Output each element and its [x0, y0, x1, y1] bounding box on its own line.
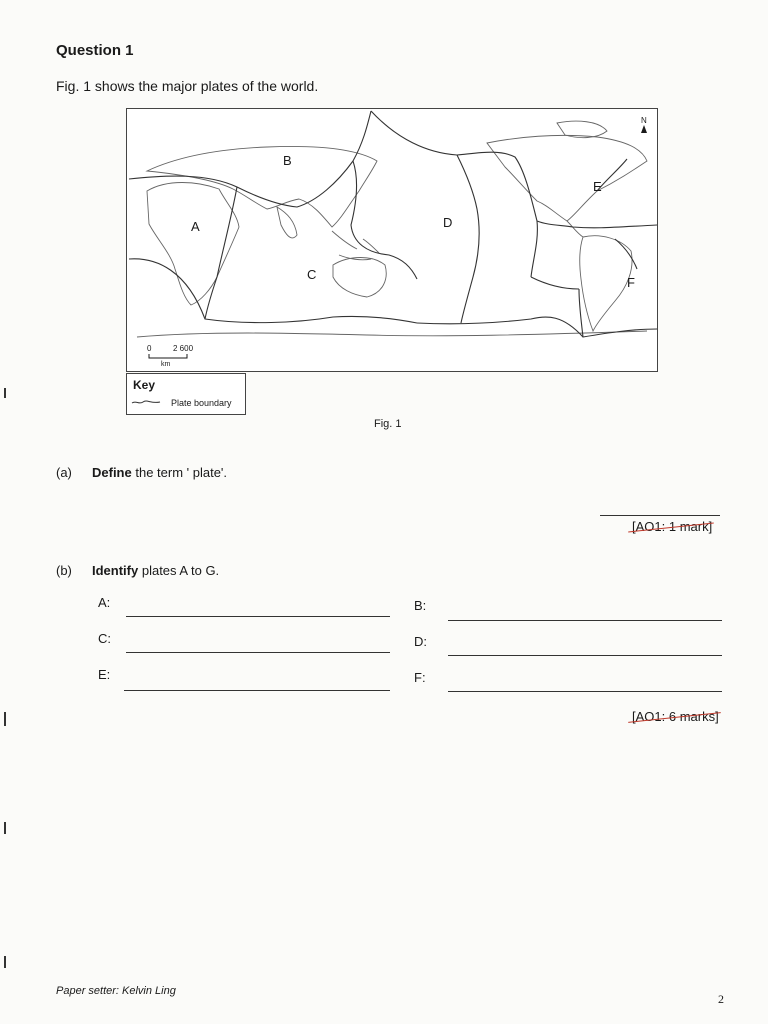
paper-setter: Paper setter: Kelvin Ling: [56, 985, 176, 997]
part-b-question: [92, 563, 219, 578]
answer-line-e[interactable]: [124, 690, 390, 691]
answer-line-c[interactable]: [126, 652, 390, 653]
part-b-marks-text: [AO1: 6 marks]: [632, 709, 719, 724]
world-plates-map: [126, 108, 658, 372]
blank-label-d: D:: [414, 634, 427, 649]
part-b-marks: [632, 709, 719, 724]
blank-label-c: C:: [98, 631, 111, 646]
answer-line-b[interactable]: [448, 620, 722, 621]
blank-label-f: F:: [414, 670, 426, 685]
margin-tick: [4, 712, 6, 726]
part-a-number: (a): [56, 465, 72, 480]
key-title: Key: [133, 378, 156, 392]
part-b-command: Identify: [92, 563, 139, 578]
part-a-command: Define: [92, 465, 132, 480]
scale-end: 2 600: [173, 344, 194, 353]
blank-label-a: A:: [98, 595, 111, 610]
map-key: [126, 373, 246, 415]
plate-label-d: D: [443, 215, 453, 230]
part-b-number: (b): [56, 563, 72, 578]
coastlines: [137, 121, 647, 337]
answer-line-d[interactable]: [448, 655, 722, 656]
part-a-marks: [632, 519, 712, 534]
plate-label-a: A: [191, 219, 200, 234]
plate-label-c: C: [307, 267, 317, 282]
scale-unit: km: [161, 361, 171, 368]
plate-boundaries: [129, 111, 657, 337]
part-a-text: the term ' plate'.: [131, 465, 228, 480]
answer-line-f[interactable]: [448, 691, 722, 692]
north-arrow-icon: [641, 116, 647, 133]
plate-boundary-symbol: [131, 398, 161, 406]
blank-label-b: B:: [414, 598, 427, 613]
plate-label-b: B: [283, 153, 292, 168]
margin-tick: [4, 822, 6, 834]
plate-label-e: E: [593, 179, 602, 194]
part-a-marks-text: [AO1: 1 mark]: [632, 519, 713, 534]
part-a-answer-line[interactable]: [600, 515, 720, 516]
part-a-question: [92, 465, 227, 480]
margin-tick: [4, 956, 6, 968]
answer-line-a[interactable]: [126, 616, 390, 617]
part-b-text: plates A to G.: [138, 563, 220, 578]
map-svg: [127, 109, 657, 371]
scale-bar: [147, 344, 194, 368]
plate-label-f: F: [627, 275, 635, 290]
question-title: Question 1: [56, 42, 134, 59]
north-label: N: [641, 116, 647, 125]
figure-caption: Fig. 1: [374, 418, 402, 430]
margin-tick: [4, 388, 6, 398]
scale-start: 0: [147, 344, 152, 353]
question-intro: Fig. 1 shows the major plates of the world.: [56, 78, 319, 94]
key-item-label: Plate boundary: [171, 398, 232, 408]
blank-label-e: E:: [98, 667, 111, 682]
page-number: 2: [718, 992, 724, 1006]
